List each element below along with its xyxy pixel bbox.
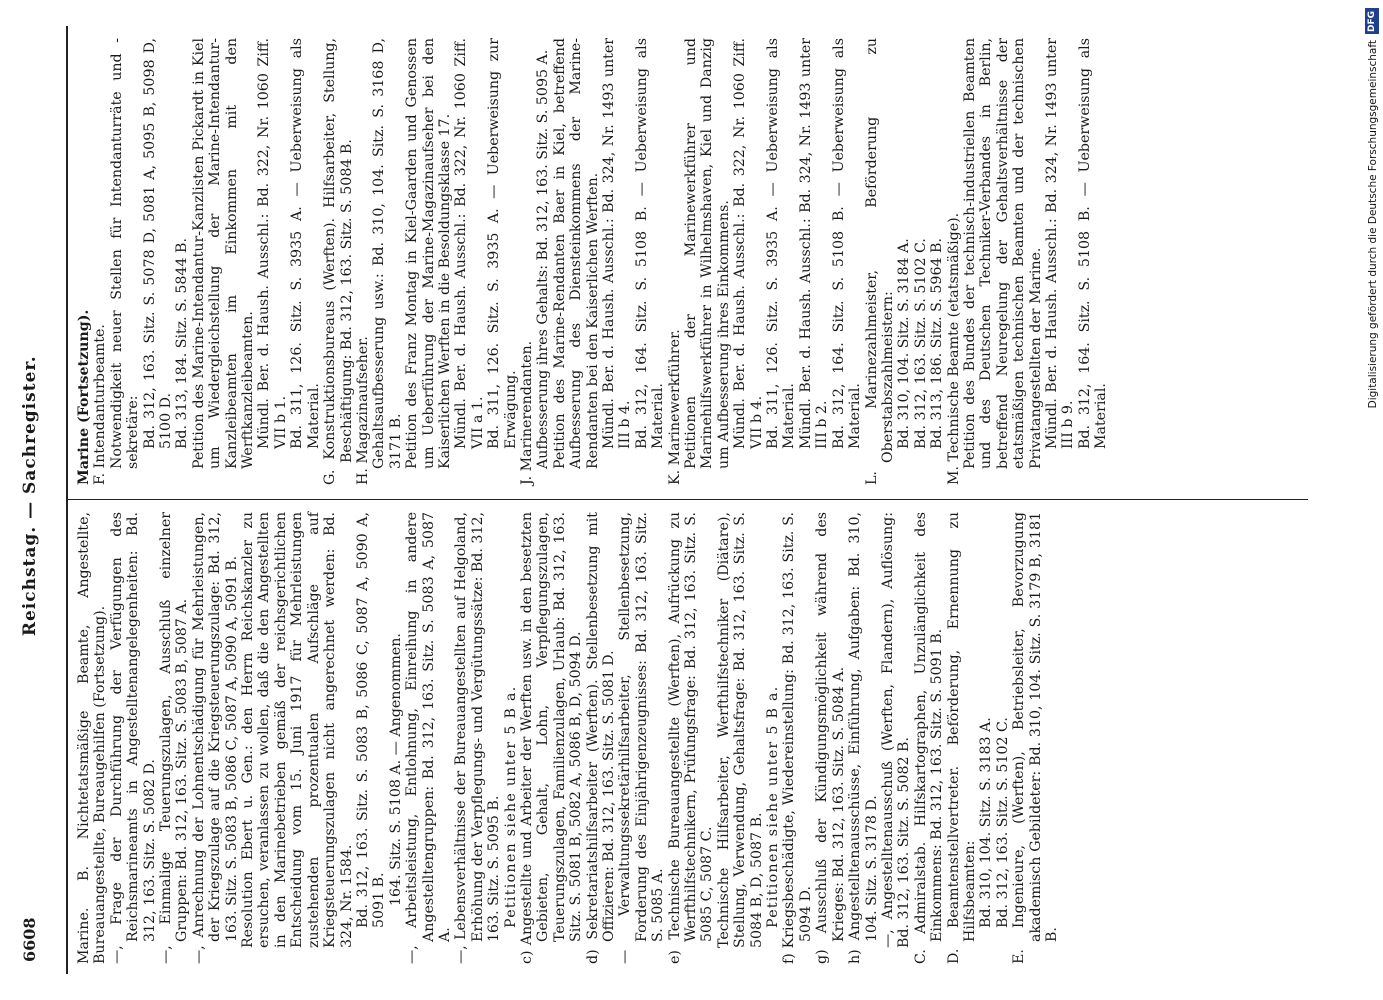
index-entry: Mündl. Ber. d. Haush. Ausschl.: Bd. 324, Nr. 1493 unter III b 2. <box>797 38 831 449</box>
index-entry: h) Angestelltenausschüsse, Einführung, Aufgaben: Bd. 310, 104. Sitz. S. 3178 D. <box>847 512 880 964</box>
index-entry: Bd. 312, 163. Sitz. S. 5102 C. <box>912 238 929 449</box>
index-entry: —, Einmalige Teuerungszulagen, Ausschluß einzelner Gruppen: Bd. 312, 163. Sitz. S. 5083 B, 5087 A. <box>158 512 191 964</box>
index-entry: e) Technische Bureauangestellte (Werften), Aufrückung zu Werfthilfstechnikern, Prüfungsfrage: Bd. 312, 163. Sitz. S. 5085 C, 5087 C. <box>666 512 716 964</box>
dfg-logo: DFG <box>1365 8 1379 34</box>
index-entry: Bd. 310, 104. Sitz. S. 3183 A. <box>978 717 995 928</box>
index-entry: 164. Sitz. S. 5108 A. — Angenommen. <box>387 633 404 906</box>
index-entry: g) Ausschluß der Kündigungsmöglichkeit während des Krieges: Bd. 312, 163. Sitz. S. 5084 A. <box>814 512 847 964</box>
index-entry: Marine (Fortsetzung). <box>76 309 92 485</box>
index-entry: Bd. 311, 126. Sitz. S. 3935 A. — Ueberweisung zur Erwägung. <box>486 38 519 449</box>
right-column <box>68 26 1308 500</box>
index-entry: Mündl. Ber. d. Haush. Ausschl.: Bd. 324, Nr. 1493 unter III b 4. <box>601 38 634 449</box>
index-entry: —, Angestelltenausschuß (Werften, Flandern), Auflösung: Bd. 312, 163. Sitz. S. 5082 B. <box>879 512 913 948</box>
index-entry: Bd. 312, 163. Sitz. S. 5078 D, 5081 A, 5095 B, 5098 D, 5100 D. <box>141 38 175 449</box>
index-entry: Petition des Marine-Rendanten Baer in Kiel, betreffend Aufbesserung des Diensteinkommens der Marine-Rendanten bei den Kaiserlichen Werften. <box>551 38 601 469</box>
index-entry: Bd. 311, 126. Sitz. S. 3935 A. — Ueberweisung als Material. <box>765 38 798 449</box>
index-entry: Mündl. Ber. d. Haush. Ausschl.: Bd. 322, Nr. 1060 Ziff. VII a 1. <box>453 38 486 449</box>
index-entry: F. Intendanturbeamte. <box>92 324 109 485</box>
index-entry: Aufbesserung ihres Gehalts: Bd. 312, 163. Sitz. S. 5095 A. <box>535 49 552 469</box>
index-entry: J. Marinerendanten. <box>518 340 535 485</box>
left-column <box>68 500 1308 974</box>
index-columns <box>68 26 1308 974</box>
index-entry: M. Technische Beamte (etatsmäßige). <box>945 212 962 485</box>
index-entry: Bd. 311, 126. Sitz. S. 3935 A. — Ueberweisung als Material. <box>289 38 322 449</box>
index-entry: Petition des Bundes der technisch-industriellen Beamten und des Deutschen Techniker-Verbandes in Berlin, betreffend Neuregelung der Gehaltsverhältnisse der etatsmäßigen technischen Beamten und der technischen Privatangestellten der Marine. <box>961 38 1044 469</box>
index-entry: Petition des Franz Montag in Kiel-Gaarden und Genossen um Ueberführung der Marine-Magazinaufseher bei den Kaiserlichen Werften in die Besoldungsklasse 17. <box>404 38 453 469</box>
index-entry: Marine. B. Nichtetatsmäßige Beamte, Angestellte, Bureauangestellte, Bureaugehilfen (Fortsetzung). <box>76 512 109 964</box>
index-entry: Mündl. Ber. d. Haush. Ausschl.: Bd. 322, Nr. 1060 Ziff. VII b 4. <box>732 38 765 449</box>
index-entry: E. Ingenieure, (Werften), Betriebsleiter, Bevorzugung akademisch Gebildeter: Bd. 310, 104. Sitz. S. 3179 B, 3181 B. <box>1011 512 1060 964</box>
index-entry: D. Beamtenstellvertreter. Beförderung, Ernennung zu Hilfsbeamten: <box>945 512 978 964</box>
index-entry: Mündl. Ber. d. Haush. Ausschl.: Bd. 322, Nr. 1060 Ziff. VII b 1. <box>256 38 289 449</box>
index-entry: —, Anrechnung der Lohnentschädigung für Mehrleistungen, der Kriegszulage auf die Kriegsteuerungszulage: Bd. 312, 163. Sitz. S. 5083 B, 5086 C, 5087 A, 5090 A, 5091 B. <box>190 512 240 964</box>
page-title: Reichstag. — Sachregister. <box>20 355 40 637</box>
index-entry: Bd. 312, 164. Sitz. S. 5108 B. — Ueberweisung als Material. <box>830 38 864 449</box>
index-entry: f) Kriegsbeschädigte, Wiedereinstellung: Bd. 312, 163. Sitz. S. 5094 D. <box>781 512 814 964</box>
index-entry: G. Konstruktionsbureaus (Werften). Hilfsarbeiter, Stellung, Beschäftigung: Bd. 312, 163. Sitz. S. 5084 B. <box>322 38 355 485</box>
index-entry: Bd. 312, 163. Sitz. S. 5102 C. <box>994 717 1011 928</box>
index-entry: —, Arbeitsleistung, Entlohnung, Einreihung in andere Angestelltengruppen: Bd. 312, 163. Sitz. S. 5083 A, 5087 A. <box>404 512 453 964</box>
index-entry: Bd. 312, 164. Sitz. S. 5108 B. — Ueberweisung als Material. <box>633 38 667 449</box>
index-entry: Petition des Marine-Intendantur-Kanzlisten Pickardt in Kiel um Wiedergleichstellung der Marine-Intendantur-Kanzleibeamten im Einkommen mit den Werftkanzleibeamten. <box>190 38 257 469</box>
index-entry: c) Angestellte und Arbeiter der Werften usw. in den besetzten Gebieten, Gehalt, Lohn, Verpflegungszulagen, Teuerungszulagen, Familienzulagen, Urlaub: Bd. 312, 163. Sitz. S. 5081 B, 5082 A, 5086 B, D, 5094 D. <box>518 512 585 964</box>
index-entry: — Verwaltungssekretärhilfsarbeiter, Stellenbesetzung, Forderung des Einjährigenzeugnisses: Bd. 312, 163. Sitz. S. 5085 A. <box>617 512 667 964</box>
index-entry: Technische Hilfsarbeiter, Werfthilfstechniker (Diätare), Stellung, Verwendung, Gehaltsfrage: Bd. 312, 163. Sitz. S. 5084 B, D, 5087 B. <box>715 512 765 948</box>
index-entry: Petitionen der Marinewerkführer und Marinehilfswerkführer in Wilhelmshaven, Kiel und Danzig um Aufbesserung ihres Einkommens. <box>683 38 732 469</box>
index-entry: C. Admiralstab. Hilfskartographen, Unzulänglichkeit des Einkommens: Bd. 312, 163. Sitz. S. 5091 B. <box>912 512 946 964</box>
index-entry: Mündl. Ber. d. Haush. Ausschl.: Bd. 324, Nr. 1493 unter III b 9. <box>1043 38 1077 449</box>
index-entry: K. Marinewerkführer. <box>666 329 683 485</box>
index-entry: Petitionen siehe unter 5 B a. <box>502 685 519 928</box>
index-entry: —, Lebensverhältnisse der Bureauangestellten auf Helgoland, Erhöhung der Verpflegungs- und Vergütungssätze: Bd. 312, 163. Sitz. S. 5095 B. <box>453 512 503 964</box>
index-entry: Gehaltsaufbesserung usw.: Bd. 310, 104. Sitz. S. 3168 D, 3171 B. <box>371 38 404 469</box>
index-entry: Resolution Ebert u. Gen.: den Herrn Reichskanzler zu ersuchen, veranlassen zu wollen, daß die den Angestellten in den Marinebetrieben gemäß der reichsgerichtlichen Entscheidung vom 15. Juni 1917 für Mehrleistungen zustehenden prozentualen Aufschläge auf Kriegsteuerungszulagen nicht angerechnet werden: Bd. 324, Nr. 1584. <box>240 512 355 948</box>
index-entry: Bd. 313, 186. Sitz. S. 5964 B. <box>929 238 946 449</box>
index-entry: H. Magazinaufseher. <box>354 336 371 485</box>
page-number: 6608 <box>20 917 39 962</box>
digitization-credit <box>1361 0 1383 1000</box>
index-entry: Bd. 313, 184. Sitz. S. 5844 B. <box>174 238 191 449</box>
running-header <box>20 26 60 974</box>
credit-text: Digitalisierung gefördert durch die Deutsche Forschungsgemeinschaft <box>1367 40 1379 409</box>
index-entry: Bd. 312, 164. Sitz. S. 5108 B. — Ueberweisung als Material. <box>1076 38 1110 449</box>
index-entry: —, Frage der Durchführung der Verfügungen des Reichsmarineamts in Angestelltenangelegenheiten: Bd. 312, 163. Sitz. S. 5082 D. <box>108 512 158 964</box>
index-entry: d) Sekretariatshilfsarbeiter (Werften). Stellenbesetzung mit Offizieren: Bd. 312, 163. Sitz. S. 5081 D. <box>584 512 617 964</box>
index-entry: Petitionen siehe unter 5 B a. <box>765 685 782 928</box>
index-entry: Bd. 312, 163. Sitz. S. 5083 B, 5086 C, 5087 A, 5090 A, 5091 B. <box>354 512 388 928</box>
index-entry: Notwendigkeit neuer Stellen für Intendanturräte und -sekretäre: <box>108 38 142 469</box>
index-entry: L. Marinezahlmeister, Beförderung zu Oberstabszahlmeistern: <box>863 38 896 485</box>
index-entry: Bd. 310, 104. Sitz. S. 3184 A. <box>896 238 913 449</box>
